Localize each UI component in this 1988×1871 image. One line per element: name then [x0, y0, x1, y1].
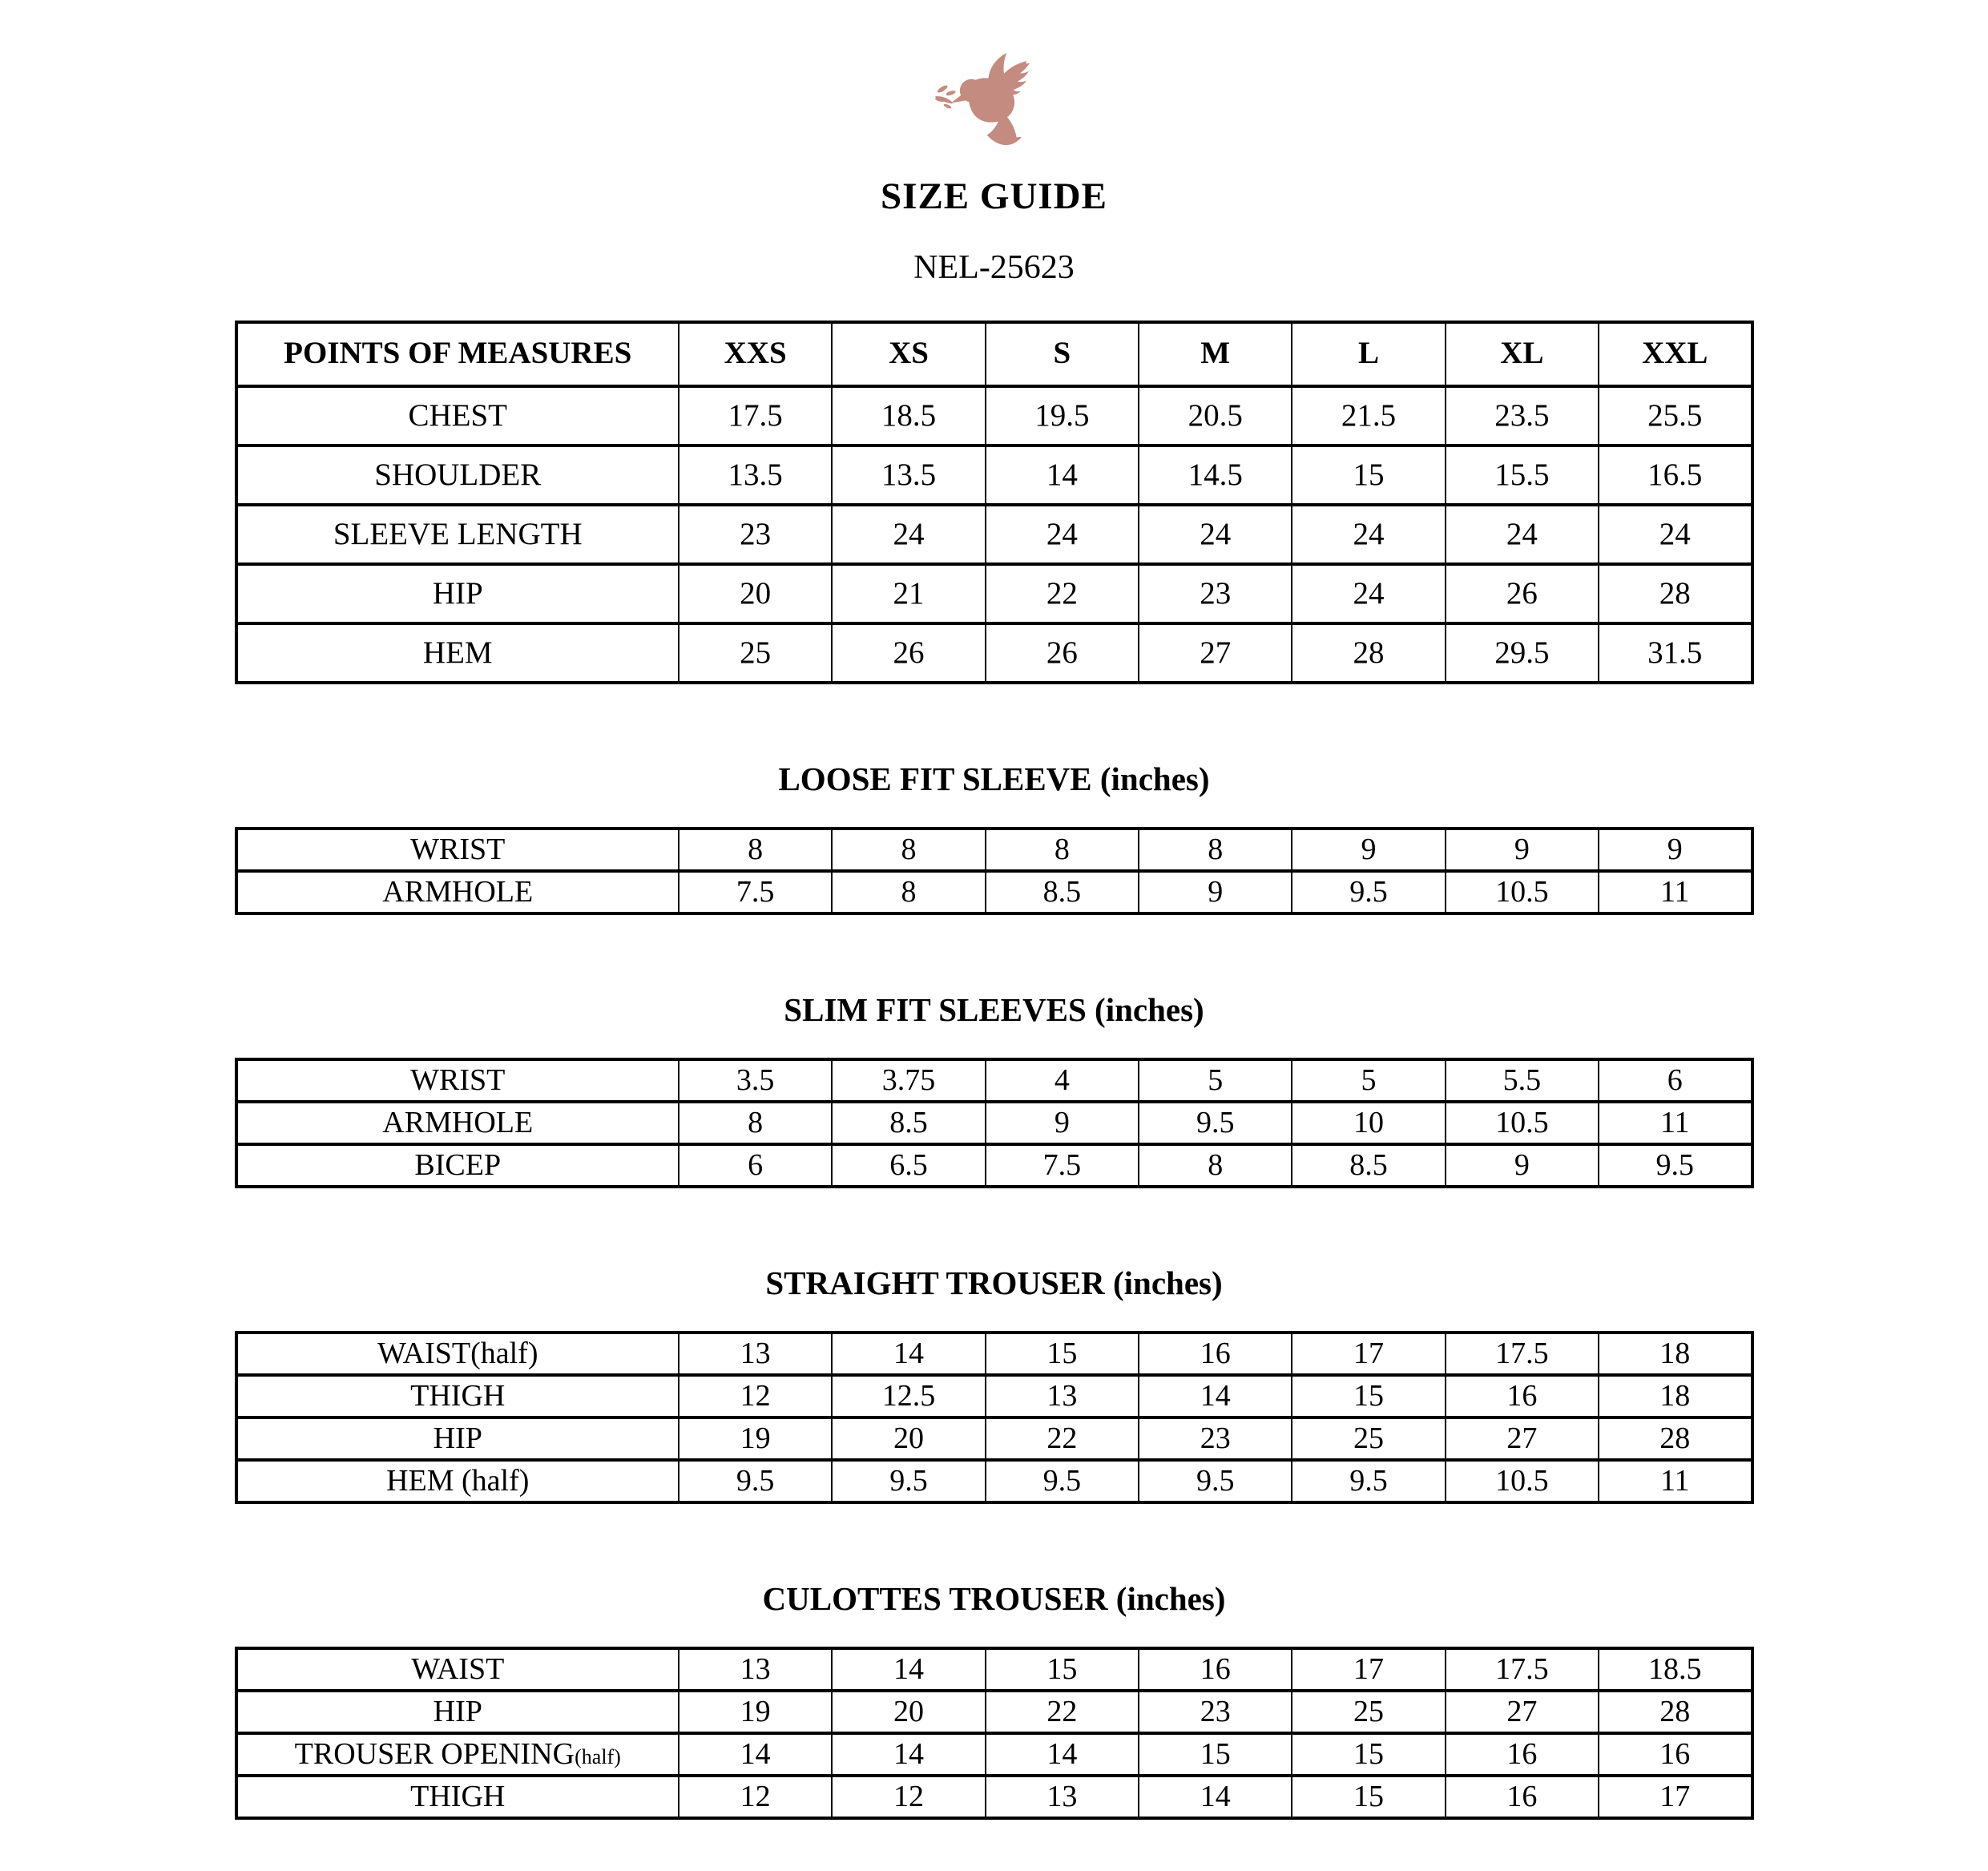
measure-value-cell: 24	[1292, 564, 1445, 623]
measure-value-cell: 15	[1292, 446, 1445, 505]
measure-value-cell: 13.5	[832, 446, 985, 505]
measure-value-cell: 10.5	[1446, 1460, 1599, 1502]
measure-value-cell: 17	[1292, 1333, 1445, 1375]
measure-value-cell: 25	[1292, 1417, 1445, 1460]
measure-value-cell: 24	[1599, 505, 1752, 564]
measure-value-cell: 8.5	[832, 1102, 985, 1144]
measure-value-cell: 8	[679, 829, 832, 871]
measure-value-cell: 24	[1139, 505, 1292, 564]
section-title: CULOTTES TROUSER (inches)	[762, 1580, 1226, 1617]
measure-row	[236, 1144, 1752, 1187]
measure-value-cell: 6	[1599, 1059, 1752, 1102]
measure-value-cell: 15	[1292, 1375, 1445, 1417]
measure-value-cell: 14	[986, 1733, 1139, 1776]
row-label-text: HIP	[432, 576, 483, 611]
measure-value-cell: 24	[832, 505, 985, 564]
measure-row	[236, 386, 1752, 446]
row-label	[236, 1648, 679, 1691]
measure-row	[236, 1375, 1752, 1417]
measure-value-cell: 23	[1139, 1691, 1292, 1733]
measure-value-cell: 26	[1446, 564, 1599, 623]
measure-value-cell: 15	[986, 1648, 1139, 1691]
measure-value-cell: 7.5	[986, 1144, 1139, 1187]
measure-row	[236, 829, 1752, 871]
measure-value-cell: 8	[1139, 829, 1292, 871]
measure-value-cell: 9	[1599, 829, 1752, 871]
measure-value-cell: 20.5	[1139, 386, 1292, 446]
measure-value-cell: 27	[1446, 1691, 1599, 1733]
measure-row	[236, 446, 1752, 505]
measure-value-cell: 14	[1139, 1375, 1292, 1417]
row-label-text: HEM (half)	[386, 1463, 530, 1498]
measure-value-cell: 8.5	[1292, 1144, 1445, 1187]
row-label-text: ARMHOLE	[382, 1105, 534, 1139]
measure-value-cell: 6	[679, 1144, 832, 1187]
measure-value-cell: 8	[832, 871, 985, 913]
measure-value-cell: 12	[832, 1776, 985, 1818]
measure-value-cell: 8	[1139, 1144, 1292, 1187]
measure-row	[236, 564, 1752, 623]
measure-value-cell: 14	[986, 446, 1139, 505]
measure-value-cell: 26	[986, 623, 1139, 683]
measure-row	[236, 1648, 1752, 1691]
measure-value-cell: 15	[986, 1333, 1139, 1375]
measure-value-cell: 11	[1599, 1460, 1752, 1502]
page-title: SIZE GUIDE	[881, 175, 1107, 217]
measure-value-cell: 9.5	[1292, 1460, 1445, 1502]
measurement-tables	[235, 321, 1754, 1820]
dove-logo	[934, 51, 1054, 154]
measure-value-cell: 9	[986, 1102, 1139, 1144]
row-label	[236, 1375, 679, 1417]
row-label-text: THIGH	[410, 1779, 506, 1813]
measure-value-cell: 3.75	[832, 1059, 985, 1102]
measure-value-cell: 17.5	[1446, 1333, 1599, 1375]
measure-value-cell: 26	[832, 623, 985, 683]
measure-value-cell: 17.5	[1446, 1648, 1599, 1691]
measure-value-cell: 13	[986, 1375, 1139, 1417]
measure-row	[236, 623, 1752, 683]
measure-row	[236, 1102, 1752, 1144]
row-label	[236, 623, 679, 683]
measure-value-cell: 21.5	[1292, 386, 1445, 446]
measure-value-cell: 12.5	[832, 1375, 985, 1417]
measure-value-cell: 31.5	[1599, 623, 1752, 683]
measure-value-cell: 9	[1446, 829, 1599, 871]
measure-value-cell: 10	[1292, 1102, 1445, 1144]
section-title: SLIM FIT SLEEVES (inches)	[784, 991, 1204, 1028]
measurement-table	[235, 1331, 1754, 1504]
measure-value-cell: 14.5	[1139, 446, 1292, 505]
measure-value-cell: 24	[986, 505, 1139, 564]
measure-value-cell: 21	[832, 564, 985, 623]
row-label-text: WRIST	[410, 832, 506, 866]
measure-value-cell: 9.5	[986, 1460, 1139, 1502]
size-column-header: XXS	[679, 322, 832, 386]
measure-value-cell: 6.5	[832, 1144, 985, 1187]
measure-value-cell: 12	[679, 1375, 832, 1417]
row-label	[236, 1460, 679, 1502]
measure-value-cell: 9	[1446, 1144, 1599, 1187]
measure-value-cell: 14	[832, 1648, 985, 1691]
measure-value-cell: 9	[1139, 871, 1292, 913]
measure-value-cell: 24	[1446, 505, 1599, 564]
measure-value-cell: 17.5	[679, 386, 832, 446]
measure-value-cell: 13	[679, 1648, 832, 1691]
measurement-table	[235, 1058, 1754, 1188]
table-corner-header: POINTS OF MEASURES	[236, 322, 679, 386]
measure-row	[236, 505, 1752, 564]
measure-value-cell: 14	[1139, 1776, 1292, 1818]
measure-value-cell: 9.5	[1139, 1460, 1292, 1502]
row-label	[236, 446, 679, 505]
measure-value-cell: 15	[1292, 1733, 1445, 1776]
row-label-text: WAIST	[411, 1651, 505, 1686]
measure-value-cell: 10.5	[1446, 871, 1599, 913]
measure-value-cell: 8	[832, 829, 985, 871]
measure-value-cell: 19	[679, 1691, 832, 1733]
size-column-header: XL	[1446, 322, 1599, 386]
row-label-text: SLEEVE LENGTH	[333, 517, 583, 551]
measure-value-cell: 4	[986, 1059, 1139, 1102]
measure-value-cell: 24	[1292, 505, 1445, 564]
row-label	[236, 1733, 679, 1776]
points-of-measures-table	[235, 321, 1754, 684]
measure-value-cell: 23.5	[1446, 386, 1599, 446]
size-column-header: L	[1292, 322, 1445, 386]
measure-value-cell: 19	[679, 1417, 832, 1460]
product-code: NEL-25623	[913, 249, 1075, 286]
measure-value-cell: 20	[832, 1691, 985, 1733]
measure-row	[236, 1059, 1752, 1102]
measure-value-cell: 16	[1446, 1733, 1599, 1776]
measure-value-cell: 18.5	[832, 386, 985, 446]
dove-olive-branch-icon	[934, 51, 1054, 154]
row-label	[236, 1102, 679, 1144]
measure-value-cell: 8	[679, 1102, 832, 1144]
row-label-text: BICEP	[414, 1147, 502, 1182]
measure-value-cell: 18	[1599, 1333, 1752, 1375]
measurement-table	[235, 1647, 1754, 1820]
measure-value-cell: 23	[679, 505, 832, 564]
measure-value-cell: 14	[832, 1333, 985, 1375]
row-label-suffix: (half)	[575, 1744, 621, 1768]
measure-value-cell: 28	[1599, 1417, 1752, 1460]
size-header-row	[236, 322, 1752, 386]
measure-value-cell: 3.5	[679, 1059, 832, 1102]
measure-value-cell: 19.5	[986, 386, 1139, 446]
measure-value-cell: 29.5	[1446, 623, 1599, 683]
size-column-header: M	[1139, 322, 1292, 386]
size-column-header: XXL	[1599, 322, 1752, 386]
measure-value-cell: 14	[832, 1733, 985, 1776]
measure-value-cell: 22	[986, 1691, 1139, 1733]
measure-value-cell: 25.5	[1599, 386, 1752, 446]
measure-value-cell: 18	[1599, 1375, 1752, 1417]
measure-value-cell: 16	[1599, 1733, 1752, 1776]
row-label-text: WAIST(half)	[377, 1336, 538, 1370]
measure-value-cell: 9.5	[1292, 871, 1445, 913]
row-label-text: THIGH	[410, 1378, 506, 1413]
row-label	[236, 386, 679, 446]
measure-value-cell: 16	[1139, 1333, 1292, 1375]
measure-row	[236, 871, 1752, 913]
measure-value-cell: 7.5	[679, 871, 832, 913]
measure-value-cell: 8.5	[986, 871, 1139, 913]
measure-row	[236, 1733, 1752, 1776]
row-label	[236, 564, 679, 623]
measure-value-cell: 5.5	[1446, 1059, 1599, 1102]
row-label	[236, 505, 679, 564]
measure-value-cell: 25	[679, 623, 832, 683]
measure-value-cell: 5	[1139, 1059, 1292, 1102]
row-label	[236, 1417, 679, 1460]
measure-row	[236, 1460, 1752, 1502]
row-label	[236, 871, 679, 913]
section-title: STRAIGHT TROUSER (inches)	[765, 1264, 1223, 1301]
row-label-text: HIP	[433, 1694, 482, 1728]
measure-row	[236, 1417, 1752, 1460]
measure-value-cell: 28	[1292, 623, 1445, 683]
measure-value-cell: 13	[679, 1333, 832, 1375]
measure-row	[236, 1691, 1752, 1733]
measure-value-cell: 20	[679, 564, 832, 623]
measure-value-cell: 28	[1599, 564, 1752, 623]
measure-value-cell: 27	[1139, 623, 1292, 683]
measure-value-cell: 16	[1446, 1776, 1599, 1818]
section-title: LOOSE FIT SLEEVE (inches)	[778, 760, 1210, 797]
measure-value-cell: 15.5	[1446, 446, 1599, 505]
measure-value-cell: 9.5	[832, 1460, 985, 1502]
measure-value-cell: 9.5	[1139, 1102, 1292, 1144]
row-label	[236, 1144, 679, 1187]
measure-value-cell: 15	[1139, 1733, 1292, 1776]
measure-value-cell: 11	[1599, 1102, 1752, 1144]
measure-value-cell: 28	[1599, 1691, 1752, 1733]
measure-value-cell: 9.5	[679, 1460, 832, 1502]
measure-value-cell: 15	[1292, 1776, 1445, 1818]
measure-value-cell: 13.5	[679, 446, 832, 505]
row-label-text: WRIST	[410, 1063, 506, 1097]
measure-value-cell: 8	[986, 829, 1139, 871]
measure-row	[236, 1776, 1752, 1818]
measurement-table	[235, 827, 1754, 915]
measure-value-cell: 23	[1139, 564, 1292, 623]
size-column-header: S	[986, 322, 1139, 386]
measure-value-cell: 5	[1292, 1059, 1445, 1102]
row-label	[236, 1776, 679, 1818]
measure-value-cell: 10.5	[1446, 1102, 1599, 1144]
measure-value-cell: 12	[679, 1776, 832, 1818]
row-label-text: TROUSER OPENING	[294, 1736, 575, 1771]
measure-value-cell: 16.5	[1599, 446, 1752, 505]
measure-value-cell: 22	[986, 564, 1139, 623]
measure-value-cell: 23	[1139, 1417, 1292, 1460]
measure-value-cell: 9	[1292, 829, 1445, 871]
row-label-text: SHOULDER	[374, 458, 542, 492]
row-label-text: HEM	[422, 635, 493, 670]
measure-value-cell: 25	[1292, 1691, 1445, 1733]
row-label-text: CHEST	[408, 398, 507, 433]
measure-value-cell: 17	[1292, 1648, 1445, 1691]
measure-value-cell: 16	[1446, 1375, 1599, 1417]
measure-value-cell: 13	[986, 1776, 1139, 1818]
row-label	[236, 1333, 679, 1375]
row-label-text: HIP	[433, 1421, 482, 1455]
row-label	[236, 829, 679, 871]
measure-value-cell: 17	[1599, 1776, 1752, 1818]
measure-value-cell: 16	[1139, 1648, 1292, 1691]
measure-row	[236, 1333, 1752, 1375]
measure-value-cell: 27	[1446, 1417, 1599, 1460]
measure-value-cell: 9.5	[1599, 1144, 1752, 1187]
measure-value-cell: 20	[832, 1417, 985, 1460]
row-label	[236, 1691, 679, 1733]
measure-value-cell: 14	[679, 1733, 832, 1776]
measure-value-cell: 22	[986, 1417, 1139, 1460]
measure-value-cell: 11	[1599, 871, 1752, 913]
row-label	[236, 1059, 679, 1102]
measure-value-cell: 18.5	[1599, 1648, 1752, 1691]
row-label-text: ARMHOLE	[382, 874, 534, 909]
size-column-header: XS	[832, 322, 985, 386]
